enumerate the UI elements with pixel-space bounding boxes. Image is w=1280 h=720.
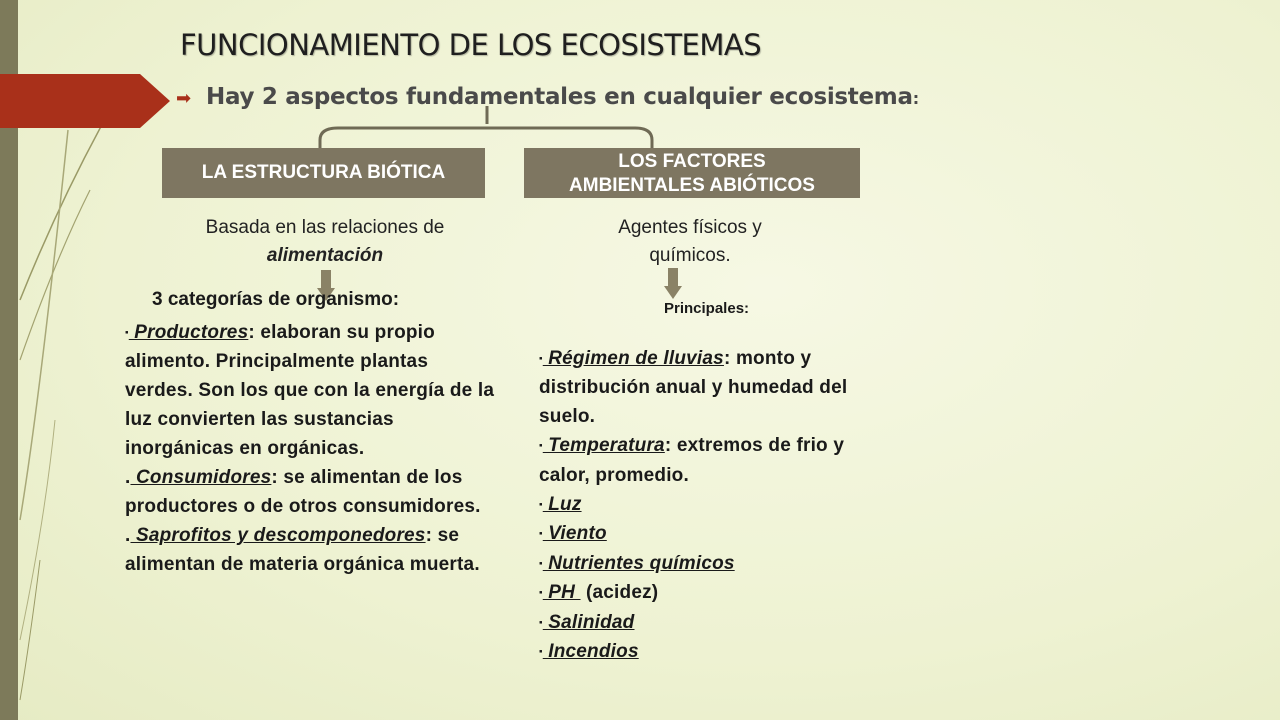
bracket-connector [300,104,670,154]
bullet-square-icon: ▪ [539,558,543,570]
factor-term: Temperatura [542,435,665,457]
list-item [125,521,497,579]
bullet-square-icon: ▪ [539,646,543,658]
factor-term: Incendios [542,641,639,663]
category-text: : elaboran su propio alimento. Principalmente plantas verdes. Son los que con la energía de la luz convierten las sustancias inorgánicas en orgánicas. [125,322,495,460]
list-item [539,549,889,578]
bullet-square-icon: ▪ [539,528,543,540]
abiotic-desc-line2: químicos. [649,245,731,266]
subtitle-text: Hay 2 aspectos fundamentales en cualquier ecosistema [206,84,913,110]
bullet-square-icon: ▪ [539,499,543,511]
category-term: Productores [128,322,249,343]
biotic-desc-line1: Basada en las relaciones de [205,217,445,238]
factor-term: Nutrientes químicos [542,552,735,574]
factor-term: Viento [542,523,607,545]
factor-text: (acidez) [580,582,659,604]
arrow-bullet-icon: ➡ [176,88,192,108]
list-item [125,318,497,463]
factor-term: PH [542,582,581,604]
subtitle-colon: : [912,89,919,108]
abiotic-description [570,214,810,270]
biotic-structure-box [162,148,485,198]
list-item [539,490,889,519]
list-item [539,578,889,607]
category-text: : se alimentan de materia orgánica muerta. [125,525,480,576]
list-item [539,431,889,489]
category-term: Consumidores [130,467,272,489]
bullet-square-icon: ▪ [539,587,543,599]
category-text: : se alimentan de los productores o de otros consumidores. [125,467,481,518]
slide-title: FUNCIONAMIENTO DE LOS ECOSISTEMAS [180,28,762,62]
bullet-square-icon: ▪ [539,440,543,452]
factor-text: : monto y distribución anual y humedad del suelo. [539,348,848,428]
abiotic-factors-box [524,148,860,198]
list-item [539,637,889,666]
category-term: Saprofitos y descomponedores [130,525,426,547]
list-item [539,519,889,548]
list-item [125,463,497,521]
bullet-square-icon: ▪ [539,617,543,629]
factor-text: : extremos de frio y calor, promedio. [539,435,861,486]
organism-categories-heading: 3 categorías de organismo: [152,289,400,310]
bullet-square-icon: ▪ [539,353,543,365]
bullet-dot: . [125,467,131,489]
biotic-structure-label: LA ESTRUCTURA BIÓTICA [201,162,446,183]
bullet-square-icon: ▪ [125,327,129,339]
list-item [539,344,889,431]
abiotic-factors-list [539,344,889,667]
factor-term: Salinidad [542,611,635,633]
abiotic-box-line1: LOS FACTORES [618,151,766,172]
factor-term: Luz [542,493,582,515]
organism-categories-list [125,318,497,579]
list-item [539,608,889,637]
abiotic-desc-line1: Agentes físicos y [618,217,762,238]
down-arrow-icon [664,268,684,300]
accent-arrow-shape [0,74,170,128]
biotic-description [160,214,490,270]
biotic-desc-line2: alimentación [266,245,384,266]
factor-term: Régimen de lluvias [542,348,724,369]
principal-factors-heading: Principales: [664,300,750,317]
bullet-dot: . [125,525,131,547]
abiotic-box-line2: AMBIENTALES ABIÓTICOS [569,175,815,196]
